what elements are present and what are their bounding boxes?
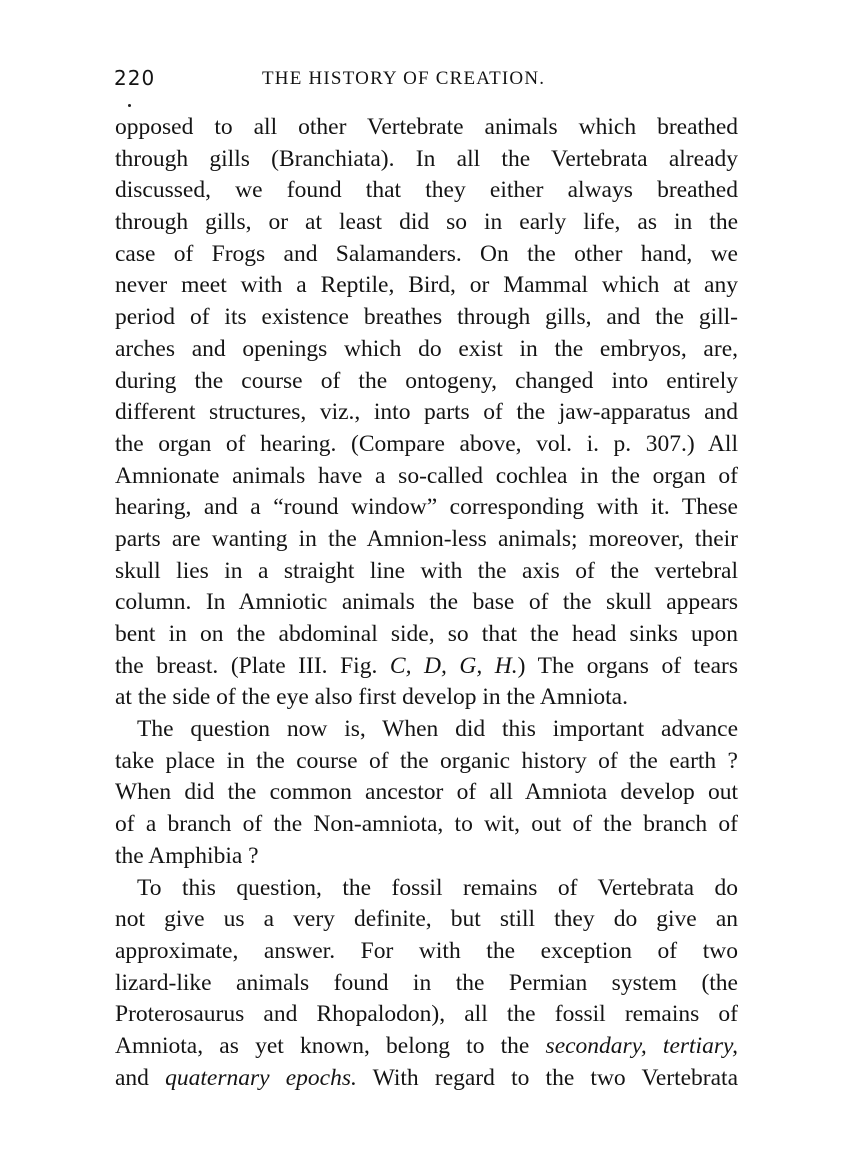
text-line [115,144,738,176]
paragraph [115,873,738,1095]
text-segment: through gills, or at least did so in early life, as in the [115,209,738,236]
text-line [115,207,738,239]
text-segment: opposed to all other Vertebrate animals which breathed [115,114,738,140]
running-title: THE HISTORY OF CREATION. [262,68,546,89]
text-segment: With regard to the two Vertebrata [356,1064,738,1091]
text-line [115,777,738,809]
text-segment: different structures, viz., into parts of the jaw-apparatus and [115,399,738,426]
italic-text: C, D, G, H. [389,652,518,679]
text-segment: discussed, we found that they either always breathed [115,177,738,204]
paragraph [115,112,738,714]
text-line [115,999,738,1031]
text-line [115,397,738,429]
text-segment: To this question, the fossil remains of Vertebrata do [137,874,738,901]
text-line [115,746,738,778]
text-line [115,524,738,556]
text-line [115,239,738,271]
running-header [114,66,738,96]
text-segment [647,1033,663,1059]
text-line [115,334,738,366]
text-segment: through gills (Branchiata). In all the Vertebrata already [115,145,738,172]
text-segment: not give us a very definite, but still they do give an [115,906,738,933]
text-line [115,904,738,936]
text-line [115,1031,738,1063]
text-segment: take place in the course of the organic history of the earth ? [115,747,738,774]
text-segment: hearing, and a “round window” corresponding with it. These [115,494,738,521]
text-segment: case of Frogs and Salamanders. On the other hand, we [115,240,738,267]
text-segment: skull lies in a straight line with the axis of the vertebral [115,557,738,584]
text-line [115,302,738,334]
text-segment: the Amphibia ? [115,842,259,869]
text-segment: lizard-like animals found in the Permian system (the [115,969,738,996]
text-segment: Amnionate animals have a so-called cochlea in the organ of [115,462,738,489]
text-segment: of a branch of the Non-amniota, to wit, out of the branch of [115,811,738,838]
text-line [115,366,738,398]
text-line [115,587,738,619]
italic-text: secondary, [545,1032,647,1059]
text-line [115,556,738,588]
text-line [115,492,738,524]
text-line [115,461,738,493]
page-number: 220 [114,66,156,90]
text-segment: the breast. (Plate III. Fig. [115,652,390,679]
text-segment: Amniota, as yet known, belong to the [115,1032,546,1059]
text-segment: period of its existence breathes through gills, and the gill- [115,304,738,331]
text-segment: Proterosaurus and Rhopalodon), all the fossil remains of [115,1001,738,1028]
text-line [115,873,738,905]
text-segment: at the side of the eye also first develop in the Amniota. [115,684,628,711]
text-segment: The question now is, When did this important advance [137,716,738,743]
text-line [115,619,738,651]
text-line [115,714,738,746]
text-segment: ) The organs of tears [517,652,738,679]
text-line [115,270,738,302]
text-segment: the organ of hearing. (Compare above, vol. i. p. 307.) All [115,430,738,457]
text-line [115,968,738,1000]
body-text [115,112,738,1094]
text-segment: arches and openings which do exist in the embryos, are, [115,335,738,362]
text-line [115,175,738,207]
text-segment: during the course of the ontogeny, changed into entirely [115,367,738,394]
text-line [115,429,738,461]
text-segment: column. In Amniotic animals the base of the skull appears [115,589,738,616]
text-segment: parts are wanting in the Amnion-less animals; moreover, their [115,525,738,552]
text-segment: and [115,1064,166,1091]
text-segment: bent in on the abdominal side, so that the head sinks upon [115,621,738,647]
text-line [115,809,738,841]
text-segment: approximate, answer. For with the exception of two [115,937,738,964]
paragraph [115,714,738,872]
text-line [115,651,738,683]
italic-text: tertiary, [662,1032,738,1059]
text-segment: never meet with a Reptile, Bird, or Mammal which at any [115,272,738,299]
text-line [115,841,738,873]
text-line [115,682,738,714]
text-line [115,936,738,968]
text-line [115,1063,738,1095]
text-segment: When did the common ancestor of all Amniota develop out [115,779,738,806]
print-speck [128,104,131,107]
italic-text: quaternary epochs. [165,1064,357,1091]
text-line [115,112,738,144]
